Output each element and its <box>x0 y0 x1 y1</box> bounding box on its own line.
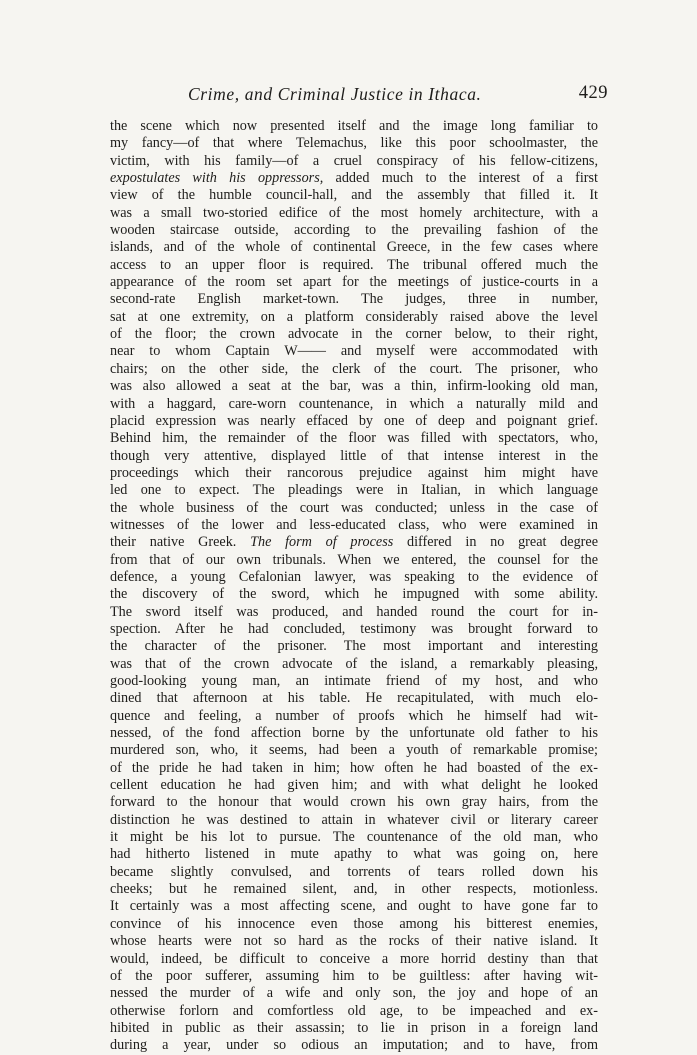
text-line: murdered son, who, it seems, had been a youth of remarkable promise; <box>110 742 598 759</box>
text-line: had hitherto listened in mute apathy to what was going on, here <box>110 846 598 863</box>
text-line: otherwise forlorn and comfortless old age, to be impeached and ex- <box>110 1002 598 1019</box>
running-title: Crime, and Criminal Justice in Ithaca. <box>188 84 482 104</box>
text-line: was also allowed a seat at the bar, was a thin, infirm-looking old man, <box>110 378 598 395</box>
text-line: dined that afternoon at his table. He recapitulated, with much elo- <box>110 690 598 707</box>
text-line: the discovery of the sword, which he impugned with some ability. <box>110 586 598 603</box>
text-line: wooden staircase outside, according to the prevailing fashion of the <box>110 222 598 239</box>
text-line: with a haggard, care-worn countenance, in which a naturally mild and <box>110 395 598 412</box>
text-line: the character of the prisoner. The most important and interesting <box>110 638 598 655</box>
text-line: second-rate English market-town. The judges, three in number, <box>110 291 598 308</box>
text-line: access to an upper floor is required. The tribunal offered much the <box>110 256 598 273</box>
text-line: sat at one extremity, on a platform considerably raised above the level <box>110 308 598 325</box>
text-line: the whole business of the court was conducted; unless in the case of <box>110 499 598 516</box>
text-line: It certainly was a most affecting scene, and ought to have gone far to <box>110 898 598 915</box>
text-line: islands, and of the whole of continental Greece, in the few cases where <box>110 239 598 256</box>
text-line: nessed the murder of a wife and only son, the joy and hope of an <box>110 985 598 1002</box>
text-line: Behind him, the remainder of the floor was filled with spectators, who, <box>110 430 598 447</box>
text-line: good-looking young man, an intimate friend of my host, and who <box>110 673 598 689</box>
text-line: it might be his lot to pursue. The countenance of the old man, who <box>110 829 598 846</box>
text-line: quence and feeling, a number of proofs which he himself had wit- <box>110 707 598 724</box>
text-line: of the poor sufferer, assuming him to be guiltless: after having wit- <box>110 967 598 984</box>
text-line: the scene which now presented itself and the image long familiar to <box>110 118 598 134</box>
text-line: hibited in public as their assassin; to lie in prison in a foreign land <box>110 1019 598 1036</box>
text-line: of the floor; the crown advocate in the corner below, to their right, <box>110 326 598 343</box>
page-number: 429 <box>578 83 608 103</box>
text-line: would, indeed, be difficult to conceive a more horrid destiny than that <box>110 950 598 967</box>
text-line: forward to the honour that would crown his own gray hairs, from the <box>110 794 598 811</box>
body-text <box>110 118 598 1055</box>
text-line: placid expression was nearly effaced by one of deep and poignant grief. <box>110 412 598 429</box>
text-line: cheeks; but he remained silent, and, in other respects, motionless. <box>110 881 598 898</box>
text-line: though very attentive, displayed little of that intense interest in the <box>110 447 598 464</box>
text-line: during a year, under so odious an imputation; and to have, from <box>110 1037 598 1054</box>
page-header <box>110 84 612 108</box>
text-line: spection. After he had concluded, testimony was brought forward to <box>110 620 598 637</box>
text-line: became slightly convulsed, and torrents of tears rolled down his <box>110 863 598 880</box>
text-line: from that of our own tribunals. When we entered, the counsel for the <box>110 551 598 568</box>
text-line: view of the humble council-hall, and the assembly that filled it. It <box>110 187 598 204</box>
text-line: distinction he was destined to attain in whatever civil or literary career <box>110 811 598 828</box>
text-line: near to whom Captain W—— and myself were accommodated with <box>110 343 598 360</box>
text-line: of the pride he had taken in him; how often he had boasted of the ex- <box>110 759 598 776</box>
text-line: was that of the crown advocate of the island, a remarkably pleasing, <box>110 655 598 672</box>
text-line: was a small two-storied edifice of the most homely architecture, with a <box>110 204 598 221</box>
text-line: defence, a young Cefalonian lawyer, was speaking to the evidence of <box>110 568 598 585</box>
text-line: victim, with his family—of a cruel conspiracy of his fellow-citizens, <box>110 152 598 169</box>
text-line: proceedings which their rancorous prejudice against him might have <box>110 464 598 481</box>
text-line: whose hearts were not so hard as the rocks of their native island. It <box>110 933 598 950</box>
text-line: nessed, of the fond affection borne by the unfortunate old father to his <box>110 725 598 742</box>
text-line: chairs; on the other side, the clerk of the court. The prisoner, who <box>110 360 598 377</box>
text-line: appearance of the room set apart for the meetings of justice-courts in a <box>110 274 598 291</box>
text-line: convince of his innocence even those among his bitterest enemies, <box>110 915 598 932</box>
text-line: led one to expect. The pleadings were in Italian, in which language <box>110 482 598 499</box>
text-line: my fancy—of that where Telemachus, like this poor schoolmaster, the <box>110 135 598 152</box>
text-line: their native Greek. The form of process differed in no great degree <box>110 534 598 551</box>
text-line: cellent education he had given him; and with what delight he looked <box>110 777 598 794</box>
text-line: expostulates with his oppressors, added much to the interest of a first <box>110 170 598 187</box>
text-line: witnesses of the lower and less-educated class, who were examined in <box>110 516 598 533</box>
text-line: The sword itself was produced, and handed round the court for in- <box>110 603 598 620</box>
